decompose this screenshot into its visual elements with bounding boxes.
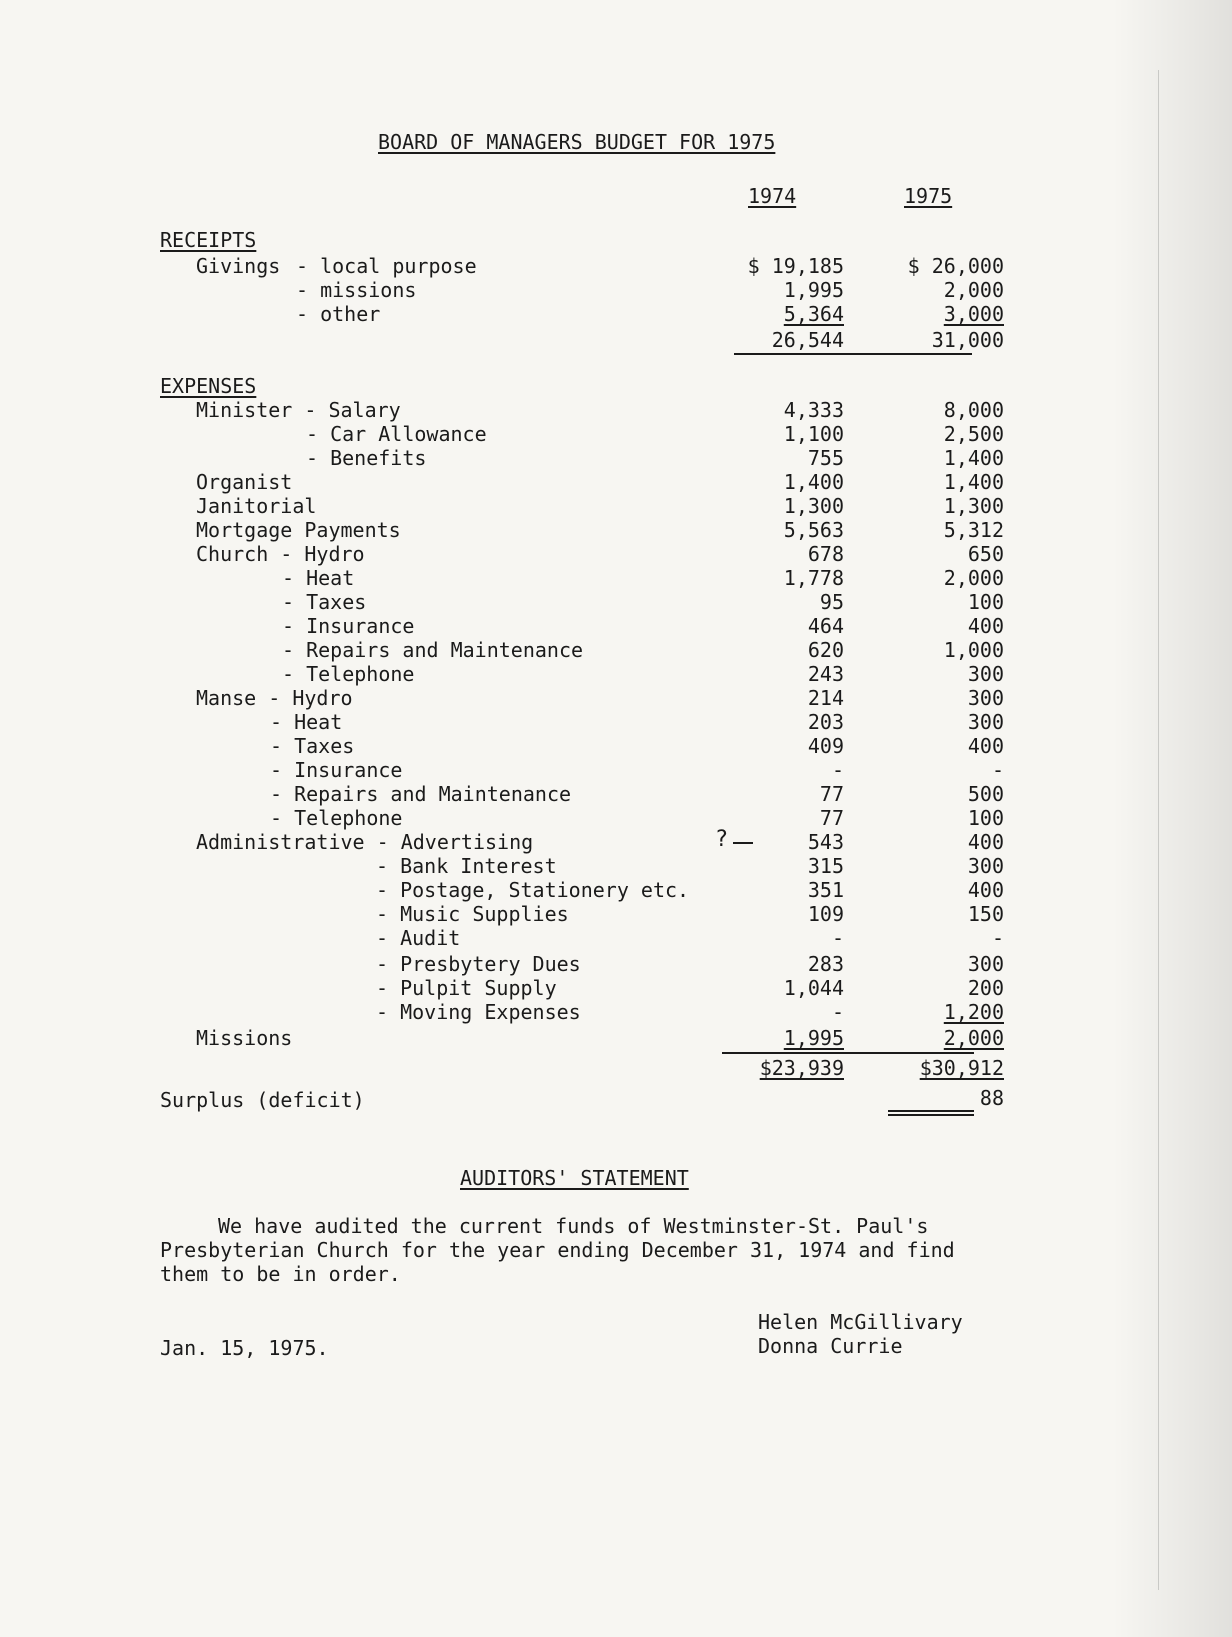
document-title: BOARD OF MANAGERS BUDGET FOR 1975 [378,130,776,154]
expense-row-1975: 300 [967,710,1004,734]
expense-row-1975: 400 [967,878,1004,902]
receipt-row-label: - other [296,302,381,326]
expense-row-1974: 620 [807,638,844,662]
expense-row-label: Administrative - Advertising [196,830,534,854]
expenses-total-rule [722,1052,974,1054]
expense-row-1974: 1,044 [783,976,844,1000]
expense-row-1974: 5,563 [783,518,844,542]
expense-row-1975: 2,500 [943,422,1004,446]
expense-row-1974: 77 [819,806,844,830]
givings-label: Givings [196,254,281,278]
expense-row-1974: 1,400 [783,470,844,494]
expense-row-1975: 5,312 [943,518,1004,542]
expense-row-label: - Taxes [270,734,355,758]
expense-row-label: - Telephone [282,662,415,686]
expense-row-label: Organist [196,470,293,494]
surplus-double-rule-bottom [888,1114,974,1116]
expense-row-1975: 400 [967,830,1004,854]
expense-row-1974: 1,995 [783,1026,844,1050]
auditors-line-3: them to be in order. [160,1262,401,1286]
surplus-double-rule-top [888,1110,974,1112]
expense-row-label: - Heat [270,710,343,734]
expense-row-label: Manse - Hydro [196,686,353,710]
expense-row-1975: 1,400 [943,470,1004,494]
column-header-1974: 1974 [748,184,797,208]
receipts-total-rule [734,353,972,355]
auditors-heading: AUDITORS' STATEMENT [460,1166,689,1190]
expense-row-1975: - [991,926,1004,950]
expense-row-label: - Insurance [282,614,415,638]
expense-row-label: - Audit [376,926,461,950]
column-header-1975: 1975 [904,184,953,208]
expense-row-label: - Music Supplies [376,902,569,926]
expense-row-1975: - [991,758,1004,782]
expense-row-1975: 300 [967,686,1004,710]
handwritten-question-mark: ? [716,827,728,852]
receipt-row-1975: $ 26,000 [907,254,1004,278]
expense-row-1974: - [831,926,844,950]
expense-row-1974: - [831,758,844,782]
expense-row-1975: 300 [967,952,1004,976]
expense-row-1975: 1,400 [943,446,1004,470]
expense-row-1974: 214 [807,686,844,710]
expense-row-1975: 650 [967,542,1004,566]
receipt-row-label: - missions [296,278,417,302]
expense-row-label: Janitorial [196,494,317,518]
expense-row-label: - Repairs and Maintenance [282,638,584,662]
expense-row-1974: 95 [819,590,844,614]
expense-row-1975: 100 [967,590,1004,614]
expense-row-1975: 8,000 [943,398,1004,422]
receipts-heading: RECEIPTS [160,228,257,252]
expense-row-1974: 678 [807,542,844,566]
expense-row-1974: 464 [807,614,844,638]
expenses-total-1974: $23,939 [759,1056,844,1080]
expense-row-label: - Telephone [270,806,403,830]
surplus-label: Surplus (deficit) [160,1088,365,1112]
expense-row-1975: 1,000 [943,638,1004,662]
expense-row-1974: 1,300 [783,494,844,518]
expense-row-label: - Taxes [282,590,367,614]
expense-row-1975: 150 [967,902,1004,926]
receipt-row-label: - local purpose [296,254,477,278]
auditors-line-1: We have audited the current funds of Westminster-St. Paul's [218,1214,929,1238]
expense-row-1974: 77 [819,782,844,806]
expense-row-label: - Insurance [270,758,403,782]
signature-name: Helen McGillivary [758,1310,963,1334]
expense-row-1974: 755 [807,446,844,470]
expense-row-1975: 200 [967,976,1004,1000]
expense-row-1975: 1,200 [943,1000,1004,1024]
expense-row-1975: 400 [967,614,1004,638]
expenses-heading: EXPENSES [160,374,257,398]
expense-row-1974: 315 [807,854,844,878]
expense-row-label: - Presbytery Dues [376,952,581,976]
expense-row-label: - Postage, Stationery etc. [376,878,690,902]
expense-row-1974: 203 [807,710,844,734]
expense-row-label: Church - Hydro [196,542,365,566]
receipt-row-1974: 5,364 [783,302,844,326]
expense-row-label: - Benefits [306,446,427,470]
handwritten-dash [733,842,753,844]
expense-row-1974: 543 [807,830,844,854]
statement-date: Jan. 15, 1975. [160,1336,329,1360]
expense-row-1975: 300 [967,854,1004,878]
expense-row-1975: 300 [967,662,1004,686]
receipts-total-1975: 31,000 [931,328,1004,352]
surplus-1975: 88 [979,1086,1004,1110]
expense-row-label: Missions [196,1026,293,1050]
expense-row-label: - Repairs and Maintenance [270,782,572,806]
expense-row-1975: 500 [967,782,1004,806]
expense-row-1974: 1,100 [783,422,844,446]
expense-row-1975: 1,300 [943,494,1004,518]
receipt-row-1975: 2,000 [943,278,1004,302]
page-fold-line [1158,70,1159,1590]
receipt-row-1975: 3,000 [943,302,1004,326]
expense-row-1975: 2,000 [943,1026,1004,1050]
expense-row-1975: 2,000 [943,566,1004,590]
expense-row-label: Minister - Salary [196,398,401,422]
expense-row-1974: 283 [807,952,844,976]
page-edge-shading [1112,0,1232,1637]
signature-name: Donna Currie [758,1334,903,1358]
expense-row-1974: 109 [807,902,844,926]
expense-row-1974: 1,778 [783,566,844,590]
expense-row-label: - Bank Interest [376,854,557,878]
expense-row-label: - Car Allowance [306,422,487,446]
expense-row-1974: 351 [807,878,844,902]
expense-row-1974: 409 [807,734,844,758]
auditors-line-2: Presbyterian Church for the year ending December 31, 1974 and find [160,1238,955,1262]
expenses-total-1975: $30,912 [919,1056,1004,1080]
expense-row-1974: - [831,1000,844,1024]
expense-row-1974: 4,333 [783,398,844,422]
receipts-total-1974: 26,544 [771,328,844,352]
expense-row-1975: 100 [967,806,1004,830]
expense-row-label: - Pulpit Supply [376,976,557,1000]
expense-row-1975: 400 [967,734,1004,758]
expense-row-1974: 243 [807,662,844,686]
receipt-row-1974: 1,995 [783,278,844,302]
receipt-row-1974: $ 19,185 [747,254,844,278]
expense-row-label: Mortgage Payments [196,518,401,542]
expense-row-label: - Heat [282,566,355,590]
expense-row-label: - Moving Expenses [376,1000,581,1024]
